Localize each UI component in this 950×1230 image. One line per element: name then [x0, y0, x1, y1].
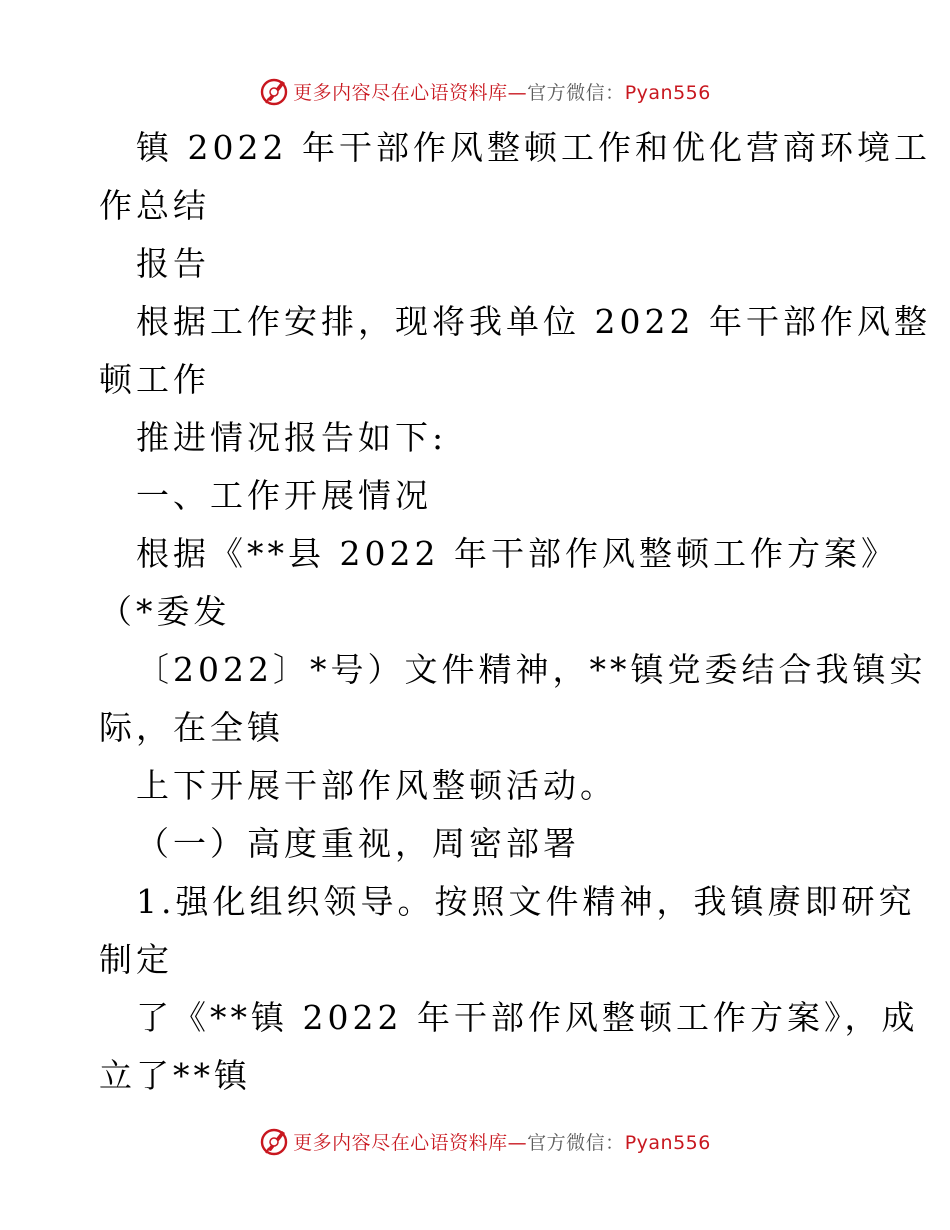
- document-title-line-2: 作总结: [99, 186, 210, 225]
- paragraph-line: 根据工作安排，现将我单位 2022 年干部作风整: [136, 302, 931, 341]
- paragraph-line: 制定: [99, 940, 173, 979]
- quill-pen-logo-icon: [257, 1124, 291, 1158]
- watermark-wechat-id: Pyan556: [624, 81, 711, 104]
- document-body: [99, 119, 931, 1105]
- quill-pen-logo-icon: [257, 74, 291, 108]
- watermark-dash: —: [507, 81, 528, 104]
- watermark-dash: —: [507, 1131, 528, 1154]
- watermark-wechat-id: Pyan556: [624, 1131, 711, 1154]
- paragraph-line: 顿工作: [99, 360, 210, 399]
- watermark-content: [257, 1124, 711, 1158]
- header-watermark: [0, 71, 950, 111]
- footer-watermark: [0, 1121, 950, 1161]
- paragraph-line: 推进情况报告如下:: [136, 418, 448, 457]
- paragraph-line: 际，在全镇: [99, 708, 284, 747]
- paragraph-line: 〔2022〕*号）文件精神，**镇党委结合我镇实: [136, 650, 927, 689]
- watermark-wechat-label: 官方微信：: [527, 81, 625, 104]
- section-heading: 一、工作开展情况: [136, 476, 432, 515]
- paragraph-line: 立了**镇: [99, 1056, 251, 1095]
- paragraph-line: （*委发: [99, 592, 231, 631]
- watermark-content: [257, 74, 711, 108]
- paragraph-line: 了《**镇 2022 年干部作风整顿工作方案》，成: [136, 998, 919, 1037]
- watermark-site-text: 更多内容尽在心语资料库: [293, 1131, 508, 1154]
- paragraph-line: 上下开展干部作风整顿活动。: [136, 766, 617, 805]
- paragraph-line: 1.强化组织领导。按照文件精神，我镇赓即研究: [136, 882, 916, 921]
- document-subtitle: 报告: [136, 244, 210, 283]
- watermark-wechat-label: 官方微信：: [527, 1131, 625, 1154]
- subsection-heading: （一）高度重视，周密部署: [136, 824, 580, 863]
- document-title-line-1: 镇 2022 年干部作风整顿工作和优化营商环境工: [136, 128, 931, 167]
- watermark-site-text: 更多内容尽在心语资料库: [293, 81, 508, 104]
- paragraph-line: 根据《**县 2022 年干部作风整顿工作方案》: [136, 534, 898, 573]
